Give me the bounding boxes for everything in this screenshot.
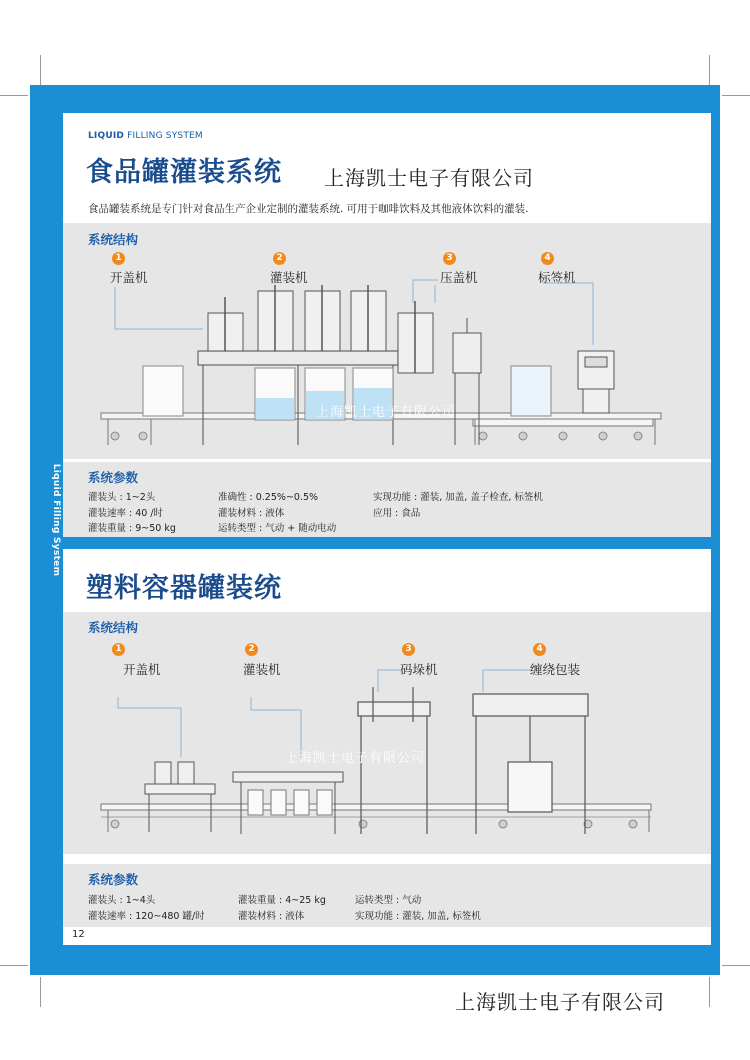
crop-mark (0, 95, 28, 96)
machine-number-badge: 4 (541, 252, 554, 265)
crop-mark (0, 965, 28, 966)
company-name: 上海凯士电子有限公司 (324, 166, 534, 190)
section-title-2: 塑料容器罐装统 (86, 573, 282, 604)
param-item: 运转类型 : 气动 + 随动电动 (218, 523, 337, 534)
description: 食品罐装系统是专门针对食品生产企业定制的灌装系统. 可用于咖啡饮料及其他液体饮料的灌装. (88, 203, 529, 215)
machine-label: 码垛机 (400, 662, 438, 677)
param-item: 实现功能 : 灌装, 加盖, 标签机 (355, 911, 481, 922)
param-item: 灌装头 : 1~4头 (88, 895, 156, 906)
param-item: 灌装重量 : 4~25 kg (238, 895, 326, 906)
watermark: 上海凯士电子有限公司 (316, 405, 457, 420)
filling-line-diagram-1 (63, 223, 711, 459)
machine-number-badge: 2 (245, 643, 258, 656)
machine-number-badge: 3 (443, 252, 456, 265)
param-item: 灌装头 : 1~2头 (88, 492, 156, 503)
param-item: 灌装材料 : 液体 (238, 911, 305, 922)
machine-number-badge: 1 (112, 643, 125, 656)
crop-mark (709, 977, 710, 1007)
page-number: 12 (72, 929, 85, 940)
watermark: 上海凯士电子有限公司 (285, 751, 426, 766)
param-item: 实现功能 : 灌装, 加盖, 盖子检查, 标签机 (373, 492, 543, 503)
page-title: 食品罐灌装系统 (86, 157, 282, 188)
crop-mark (40, 55, 41, 85)
footer-company: 上海凯士电子有限公司 (455, 990, 665, 1014)
params-heading-1: 系统参数 (88, 470, 139, 485)
machine-label: 灌装机 (243, 662, 281, 677)
filling-line-diagram-2 (63, 612, 711, 854)
param-item: 运转类型 : 气动 (355, 895, 422, 906)
machine-label: 灌装机 (270, 270, 308, 285)
structure-heading-2: 系统结构 (88, 620, 139, 635)
machine-number-badge: 3 (402, 643, 415, 656)
machine-label: 开盖机 (110, 270, 148, 285)
params-heading-2: 系统参数 (88, 872, 139, 887)
side-tab-label: Liquid Filling System (51, 463, 61, 577)
machine-number-badge: 1 (112, 252, 125, 265)
param-item: 灌装速率 : 120~480 罐/时 (88, 911, 205, 922)
structure-heading-1: 系统结构 (88, 232, 139, 247)
machine-number-badge: 4 (533, 643, 546, 656)
machine-label: 缠绕包装 (530, 662, 581, 677)
crop-mark (709, 55, 710, 85)
section-divider-band (63, 537, 711, 549)
param-item: 准确性 : 0.25%~0.5% (218, 492, 319, 503)
param-item: 灌装速率 : 40 /时 (88, 508, 164, 519)
machine-label: 标签机 (538, 270, 576, 285)
param-item: 应用 : 食品 (373, 508, 421, 519)
param-item: 灌装材料 : 液体 (218, 508, 285, 519)
brand-tag: LIQUID FILLING SYSTEM (88, 131, 203, 141)
machine-label: 压盖机 (440, 270, 478, 285)
crop-mark (722, 95, 750, 96)
crop-mark (722, 965, 750, 966)
machine-label: 开盖机 (123, 662, 161, 677)
machine-number-badge: 2 (273, 252, 286, 265)
crop-mark (40, 977, 41, 1007)
param-item: 灌装重量 : 9~50 kg (88, 523, 176, 534)
